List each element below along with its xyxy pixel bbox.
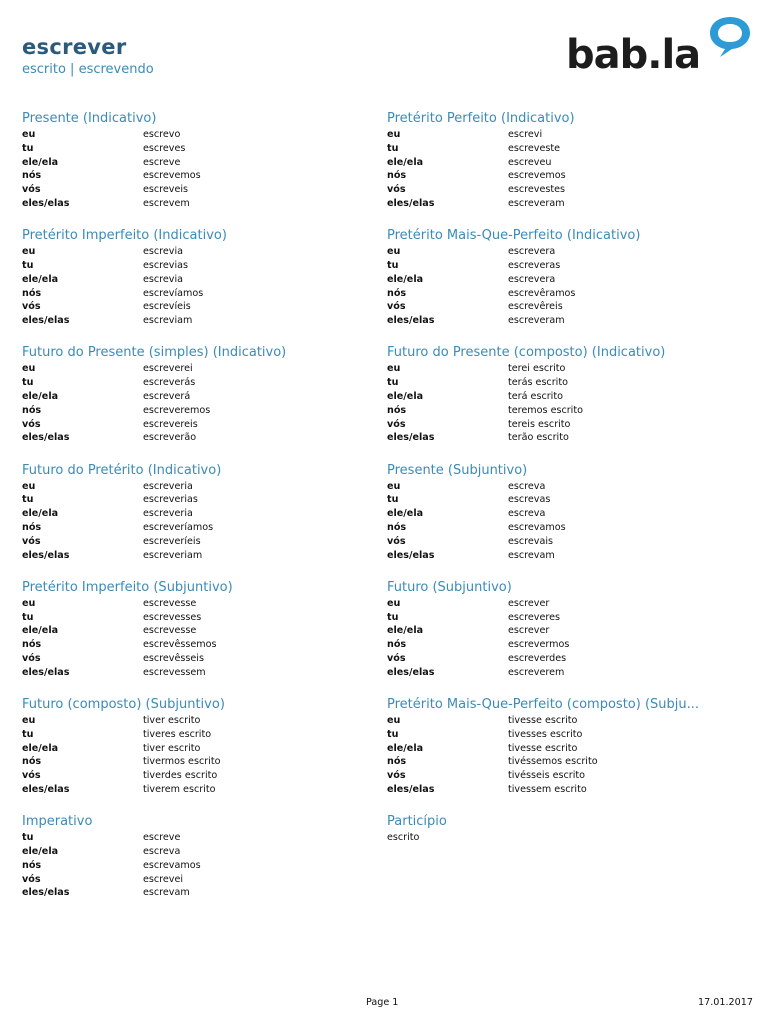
conjugation-row	[387, 259, 757, 273]
conjugated-form: escrevemos	[143, 170, 201, 182]
pronoun: eu	[387, 363, 401, 375]
pronoun: eu	[22, 480, 36, 492]
pronoun: tu	[22, 494, 34, 506]
pronoun: eu	[22, 714, 36, 726]
pronoun: ele/ela	[387, 508, 424, 520]
conjugated-form: escreva	[508, 480, 546, 492]
conjugation-row	[387, 755, 757, 769]
conjugation-row	[22, 652, 392, 666]
pronoun: eu	[387, 246, 401, 258]
conjugated-form: escreveram	[508, 315, 565, 327]
conjugation-row	[387, 493, 757, 507]
pronoun: nós	[22, 521, 42, 533]
conjugated-form: escrito	[387, 832, 420, 844]
conjugation-row	[387, 287, 757, 301]
page-number: Page 1	[366, 997, 399, 1008]
pronoun: vós	[22, 873, 41, 885]
conjugated-form: escreveis	[143, 184, 189, 196]
conjugation-row	[22, 431, 392, 445]
pronoun: nós	[387, 404, 407, 416]
pronoun: nós	[22, 756, 42, 768]
tense-title: Presente (Subjuntivo)	[387, 462, 528, 478]
conjugated-form: escrevêramos	[508, 287, 576, 299]
conjugation-row	[22, 245, 392, 259]
conjugation-row	[22, 535, 392, 549]
conjugation-row	[387, 638, 757, 652]
pronoun: tu	[387, 494, 399, 506]
conjugation-row	[387, 169, 757, 183]
pronoun: vós	[387, 535, 406, 547]
conjugated-form: tivésseis escrito	[508, 770, 586, 782]
conjugated-form: escreverás	[143, 377, 196, 389]
conjugated-form: escrevamos	[508, 521, 566, 533]
pronoun: eles/elas	[22, 197, 70, 209]
conjugated-form: escrevereis	[143, 418, 198, 430]
conjugation-row	[22, 597, 392, 611]
conjugated-form: escreveres	[508, 611, 561, 623]
tense-section	[22, 580, 392, 697]
pronoun: vós	[387, 184, 406, 196]
pronoun: ele/ela	[22, 390, 59, 402]
conjugated-form: tivermos escrito	[143, 756, 221, 768]
conjugated-form: escreveria	[143, 508, 193, 520]
conjugation-row	[22, 493, 392, 507]
conjugated-form: escrevam	[143, 887, 190, 899]
conjugated-form: tiveres escrito	[143, 728, 212, 740]
tense-section	[22, 814, 392, 931]
pronoun: nós	[387, 287, 407, 299]
conjugation-row	[387, 431, 757, 445]
pronoun: nós	[387, 170, 407, 182]
tense-section	[22, 228, 392, 345]
conjugated-form: escrevera	[508, 273, 556, 285]
conjugated-form: escrevia	[143, 273, 184, 285]
conjugated-form: tivesse escrito	[508, 742, 578, 754]
conjugation-row	[22, 142, 392, 156]
speech-bubble-icon	[706, 14, 754, 58]
tense-title: Pretérito Imperfeito (Indicativo)	[22, 228, 227, 244]
pronoun: vós	[387, 301, 406, 313]
conjugation-row	[22, 873, 392, 887]
pronoun: tu	[387, 728, 399, 740]
conjugated-form: escrevera	[508, 246, 556, 258]
conjugation-row	[387, 624, 757, 638]
conjugated-form: escrevais	[508, 535, 554, 547]
pronoun: eu	[387, 129, 401, 140]
pronoun: eu	[22, 597, 36, 609]
pronoun: nós	[22, 170, 42, 182]
conjugation-row	[22, 128, 392, 142]
pronoun: tu	[387, 142, 399, 154]
conjugation-row	[22, 300, 392, 314]
conjugated-form: escreveras	[508, 259, 561, 271]
conjugation-row	[387, 783, 757, 797]
conjugated-form: tivéssemos escrito	[508, 756, 598, 768]
document-date: 17.01.2017	[698, 997, 753, 1008]
pronoun: eles/elas	[22, 887, 70, 899]
pronoun: eu	[22, 129, 36, 140]
pronoun: ele/ela	[387, 390, 424, 402]
conjugated-form: escrevi	[508, 129, 543, 140]
pronoun: vós	[22, 184, 41, 196]
conjugation-row	[22, 169, 392, 183]
conjugation-row	[387, 300, 757, 314]
tense-title: Pretérito Mais-Que-Perfeito (Indicativo)	[387, 228, 641, 244]
conjugation-row	[387, 197, 757, 211]
tense-title: Futuro (composto) (Subjuntivo)	[22, 696, 225, 712]
conjugated-form: escreverão	[143, 432, 197, 444]
conjugated-form: escrevermos	[508, 639, 570, 651]
tense-title: Futuro do Presente (composto) (Indicativo)	[387, 345, 666, 361]
conjugation-row	[22, 197, 392, 211]
conjugation-row	[22, 259, 392, 273]
pronoun: eu	[22, 246, 36, 258]
conjugation-row	[22, 831, 392, 845]
pronoun: eles/elas	[22, 432, 70, 444]
conjugated-form: tiverdes escrito	[143, 770, 218, 782]
pronoun: ele/ela	[22, 508, 59, 520]
conjugation-row	[22, 418, 392, 432]
conjugated-form: escreverei	[143, 363, 193, 375]
conjugated-form: tivesses escrito	[508, 728, 583, 740]
logo-text: bab.la	[566, 32, 701, 78]
conjugation-row	[22, 273, 392, 287]
conjugation-row	[387, 831, 757, 845]
conjugated-form: escreveriam	[143, 549, 203, 561]
conjugation-row	[387, 362, 757, 376]
tense-title: Futuro do Presente (simples) (Indicativo)	[22, 345, 287, 361]
conjugated-form: escrever	[508, 597, 550, 609]
conjugation-row	[22, 624, 392, 638]
tense-section	[22, 111, 392, 228]
tense-section	[387, 345, 757, 462]
pronoun: eles/elas	[22, 315, 70, 327]
conjugated-form: escrevêsseis	[143, 652, 204, 664]
conjugation-row	[22, 156, 392, 170]
conjugated-form: tiverem escrito	[143, 783, 216, 795]
conjugation-row	[387, 418, 757, 432]
tense-section	[22, 345, 392, 462]
pronoun: ele/ela	[22, 742, 59, 754]
pronoun: tu	[22, 377, 34, 389]
tense-title: Pretérito Imperfeito (Subjuntivo)	[22, 579, 233, 595]
pronoun: eles/elas	[22, 666, 70, 678]
conjugation-row	[387, 742, 757, 756]
conjugated-form: escrevo	[143, 129, 181, 140]
conjugated-form: escreverdes	[508, 652, 567, 664]
pronoun: eles/elas	[387, 315, 435, 327]
conjugation-row	[22, 728, 392, 742]
pronoun: tu	[387, 611, 399, 623]
tense-title: Futuro (Subjuntivo)	[387, 579, 512, 595]
conjugated-form: escreveste	[508, 142, 561, 154]
conjugated-form: escreve	[143, 832, 181, 844]
conjugation-row	[387, 273, 757, 287]
conjugated-form: escreveríamos	[143, 521, 214, 533]
conjugation-row	[387, 535, 757, 549]
conjugation-row	[22, 845, 392, 859]
conjugated-form: escrevestes	[508, 184, 566, 196]
tense-section	[387, 463, 757, 580]
conjugated-form: escrevam	[508, 549, 555, 561]
conjugated-form: escrevas	[508, 494, 551, 506]
pronoun: ele/ela	[22, 625, 59, 637]
pronoun: tu	[22, 259, 34, 271]
pronoun: nós	[387, 521, 407, 533]
pronoun: tu	[22, 142, 34, 154]
conjugation-row	[22, 886, 392, 900]
conjugation-row	[387, 507, 757, 521]
pronoun: vós	[22, 301, 41, 313]
conjugation-row	[22, 742, 392, 756]
page-header	[22, 34, 154, 77]
tense-title: Presente (Indicativo)	[22, 111, 157, 126]
conjugated-form: escreves	[143, 142, 186, 154]
pronoun: ele/ela	[22, 845, 59, 857]
pronoun: tu	[22, 611, 34, 623]
pronoun: eles/elas	[387, 197, 435, 209]
conjugation-row	[387, 314, 757, 328]
conjugated-form: escreveria	[143, 480, 193, 492]
tense-title: Futuro do Pretérito (Indicativo)	[22, 462, 222, 478]
tense-section	[22, 697, 392, 814]
left-column	[22, 111, 392, 931]
pronoun: vós	[22, 770, 41, 782]
pronoun: nós	[22, 859, 42, 871]
conjugated-form: tiver escrito	[143, 742, 201, 754]
tense-title: Particípio	[387, 814, 447, 830]
conjugation-row	[387, 480, 757, 494]
verb-title: escrever	[22, 35, 127, 59]
conjugated-form: escreviam	[143, 315, 193, 327]
conjugation-row	[22, 314, 392, 328]
pronoun: eles/elas	[22, 783, 70, 795]
conjugation-row	[22, 287, 392, 301]
conjugated-form: escreva	[508, 508, 546, 520]
conjugated-form: escreveu	[508, 156, 552, 168]
conjugation-row	[387, 521, 757, 535]
conjugated-form: escreveram	[508, 197, 565, 209]
pronoun: vós	[387, 418, 406, 430]
conjugation-row	[22, 769, 392, 783]
conjugation-row	[387, 156, 757, 170]
conjugated-form: tereis escrito	[508, 418, 571, 430]
pronoun: vós	[387, 770, 406, 782]
pronoun: eu	[22, 363, 36, 375]
conjugation-row	[387, 142, 757, 156]
conjugated-form: escreverias	[143, 494, 198, 506]
pronoun: ele/ela	[22, 273, 59, 285]
verb-forms: escrito | escrevendo	[22, 62, 154, 77]
conjugated-form: escrevíeis	[143, 301, 191, 313]
conjugated-form: escrevia	[143, 246, 184, 258]
tense-section	[22, 463, 392, 580]
conjugated-form: escrever	[508, 625, 550, 637]
pronoun: tu	[387, 377, 399, 389]
tense-title: Imperativo	[22, 814, 93, 830]
conjugated-form: escrevêreis	[508, 301, 563, 313]
pronoun: ele/ela	[387, 625, 424, 637]
conjugated-form: escrevem	[143, 197, 190, 209]
pronoun: eles/elas	[387, 666, 435, 678]
conjugated-form: escreve	[143, 156, 181, 168]
conjugated-form: terão escrito	[508, 432, 569, 444]
pronoun: nós	[22, 639, 42, 651]
conjugation-row	[22, 480, 392, 494]
conjugation-row	[22, 376, 392, 390]
conjugated-form: terei escrito	[508, 363, 566, 375]
conjugated-form: escrevei	[143, 873, 184, 885]
conjugated-form: escreveremos	[143, 404, 211, 416]
conjugation-row	[387, 549, 757, 563]
conjugation-row	[387, 652, 757, 666]
pronoun: vós	[387, 652, 406, 664]
conjugated-form: escrevesse	[143, 625, 197, 637]
pronoun: eu	[387, 480, 401, 492]
pronoun: eu	[387, 597, 401, 609]
conjugation-row	[22, 755, 392, 769]
conjugation-row	[387, 611, 757, 625]
pronoun: tu	[22, 728, 34, 740]
pronoun: tu	[387, 259, 399, 271]
conjugated-form: terás escrito	[508, 377, 568, 389]
tense-title: Pretérito Mais-Que-Perfeito (composto) (Subju...	[387, 696, 700, 712]
pronoun: nós	[387, 756, 407, 768]
tense-section	[387, 228, 757, 345]
right-column	[387, 111, 757, 931]
conjugation-row	[387, 376, 757, 390]
conjugated-form: terá escrito	[508, 390, 563, 402]
conjugation-row	[387, 666, 757, 680]
tense-section	[387, 697, 757, 814]
pronoun: eles/elas	[387, 432, 435, 444]
tense-section	[387, 111, 757, 228]
pronoun: vós	[22, 652, 41, 664]
conjugated-form: escrevesse	[143, 597, 197, 609]
pronoun: ele/ela	[387, 156, 424, 168]
conjugation-row	[22, 390, 392, 404]
conjugation-row	[22, 859, 392, 873]
conjugation-row	[387, 245, 757, 259]
conjugation-row	[387, 128, 757, 142]
conjugated-form: escreveríeis	[143, 535, 201, 547]
pronoun: vós	[22, 418, 41, 430]
conjugation-row	[387, 714, 757, 728]
conjugation-row	[387, 404, 757, 418]
conjugated-form: escrevemos	[508, 170, 566, 182]
pronoun: nós	[387, 639, 407, 651]
conjugation-row	[22, 521, 392, 535]
conjugated-form: tivesse escrito	[508, 714, 578, 726]
conjugation-row	[22, 362, 392, 376]
tense-section	[387, 814, 757, 931]
pronoun: ele/ela	[387, 273, 424, 285]
conjugation-row	[22, 714, 392, 728]
conjugation-row	[387, 390, 757, 404]
conjugated-form: tiver escrito	[143, 714, 201, 726]
conjugation-row	[22, 611, 392, 625]
conjugated-form: escrevessem	[143, 666, 206, 678]
conjugated-form: escrevíamos	[143, 287, 204, 299]
conjugation-row	[387, 728, 757, 742]
tense-title: Pretérito Perfeito (Indicativo)	[387, 111, 575, 126]
pronoun: eles/elas	[387, 549, 435, 561]
conjugated-form: escrevamos	[143, 859, 201, 871]
pronoun: tu	[22, 832, 34, 844]
conjugation-row	[22, 783, 392, 797]
conjugation-row	[387, 597, 757, 611]
pronoun: eles/elas	[387, 783, 435, 795]
conjugated-form: tivessem escrito	[508, 783, 587, 795]
pronoun: ele/ela	[387, 742, 424, 754]
conjugation-row	[387, 769, 757, 783]
conjugation-row	[22, 549, 392, 563]
conjugated-form: escreverem	[508, 666, 565, 678]
babla-logo	[566, 14, 756, 84]
pronoun: eles/elas	[22, 549, 70, 561]
conjugated-form: escreva	[143, 845, 181, 857]
conjugation-row	[22, 507, 392, 521]
conjugated-form: teremos escrito	[508, 404, 583, 416]
conjugation-row	[387, 183, 757, 197]
conjugated-form: escrevias	[143, 259, 189, 271]
conjugated-form: escrevesses	[143, 611, 202, 623]
conjugated-form: escreverá	[143, 390, 191, 402]
pronoun: nós	[22, 287, 42, 299]
conjugation-row	[22, 638, 392, 652]
conjugation-row	[22, 183, 392, 197]
pronoun: ele/ela	[22, 156, 59, 168]
conjugation-row	[22, 666, 392, 680]
tense-section	[387, 580, 757, 697]
conjugated-form: escrevêssemos	[143, 639, 217, 651]
pronoun: eu	[387, 714, 401, 726]
conjugation-row	[22, 404, 392, 418]
pronoun: nós	[22, 404, 42, 416]
pronoun: vós	[22, 535, 41, 547]
